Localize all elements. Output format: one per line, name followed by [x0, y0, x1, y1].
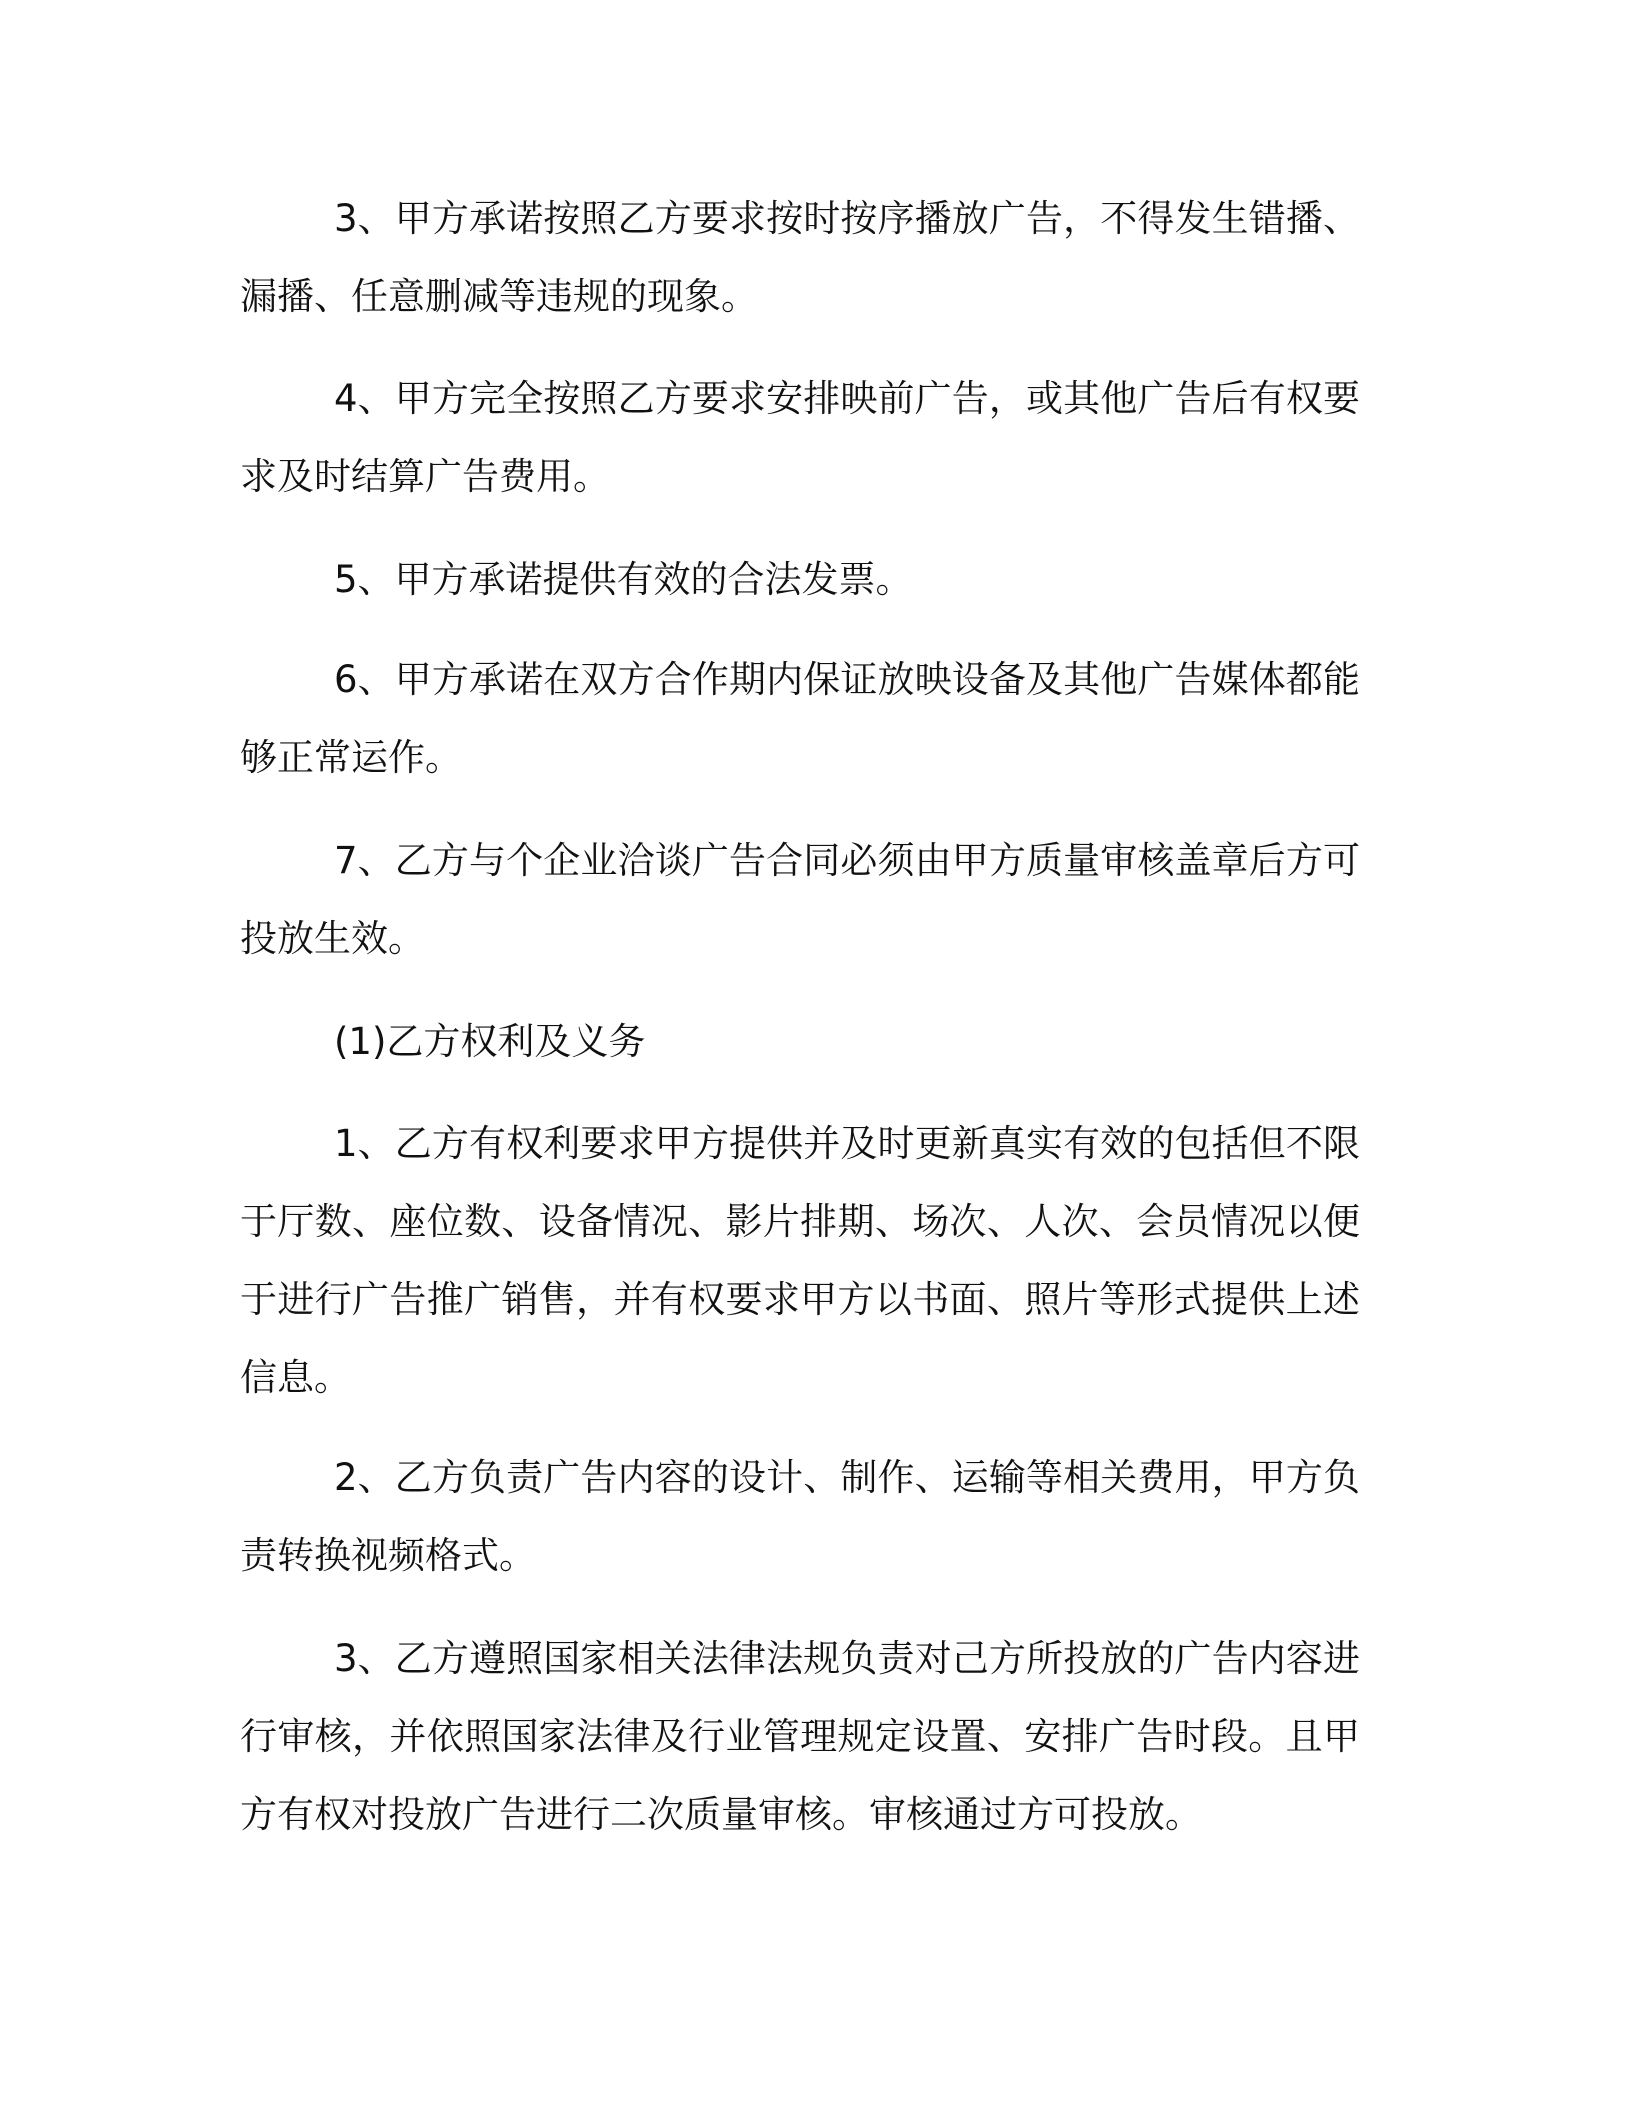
- section-heading-party-b-rights: (1)乙方权利及义务: [334, 1020, 646, 1063]
- clause-b2-text: 2、乙方负责广告内容的设计、制作、运输等相关费用，甲方负责转换视频格式。: [240, 1456, 1360, 1577]
- clause-a7-text: 7、乙方与个企业洽谈广告合同必须由甲方质量审核盖章后方可投放生效。: [240, 839, 1360, 960]
- clause-a4-text: 4、甲方完全按照乙方要求安排映前广告，或其他广告后有权要求及时结算广告费用。: [240, 377, 1360, 498]
- clause-b1-text: 1、乙方有权利要求甲方提供并及时更新真实有效的包括但不限于厅数、座位数、设备情况、影片排期、场次、人次、会员情况以便于进行广告推广销售，并有权要求甲方以书面、照片等形式提供上述信息。: [240, 1122, 1360, 1399]
- clause-a6-text: 6、甲方承诺在双方合作期内保证放映设备及其他广告媒体都能够正常运作。: [240, 658, 1360, 779]
- clause-a5-text: 5、甲方承诺提供有效的合法发票。: [334, 558, 913, 601]
- clause-a3-text: 3、甲方承诺按照乙方要求按时按序播放广告，不得发生错播、漏播、任意删减等违规的现象。: [240, 197, 1360, 318]
- clause-b3-text: 3、乙方遵照国家相关法律法规负责对己方所投放的广告内容进行审核，并依照国家法律及行业管理规定设置、安排广告时段。且甲方有权对投放广告进行二次质量审核。审核通过方可投放。: [240, 1637, 1360, 1836]
